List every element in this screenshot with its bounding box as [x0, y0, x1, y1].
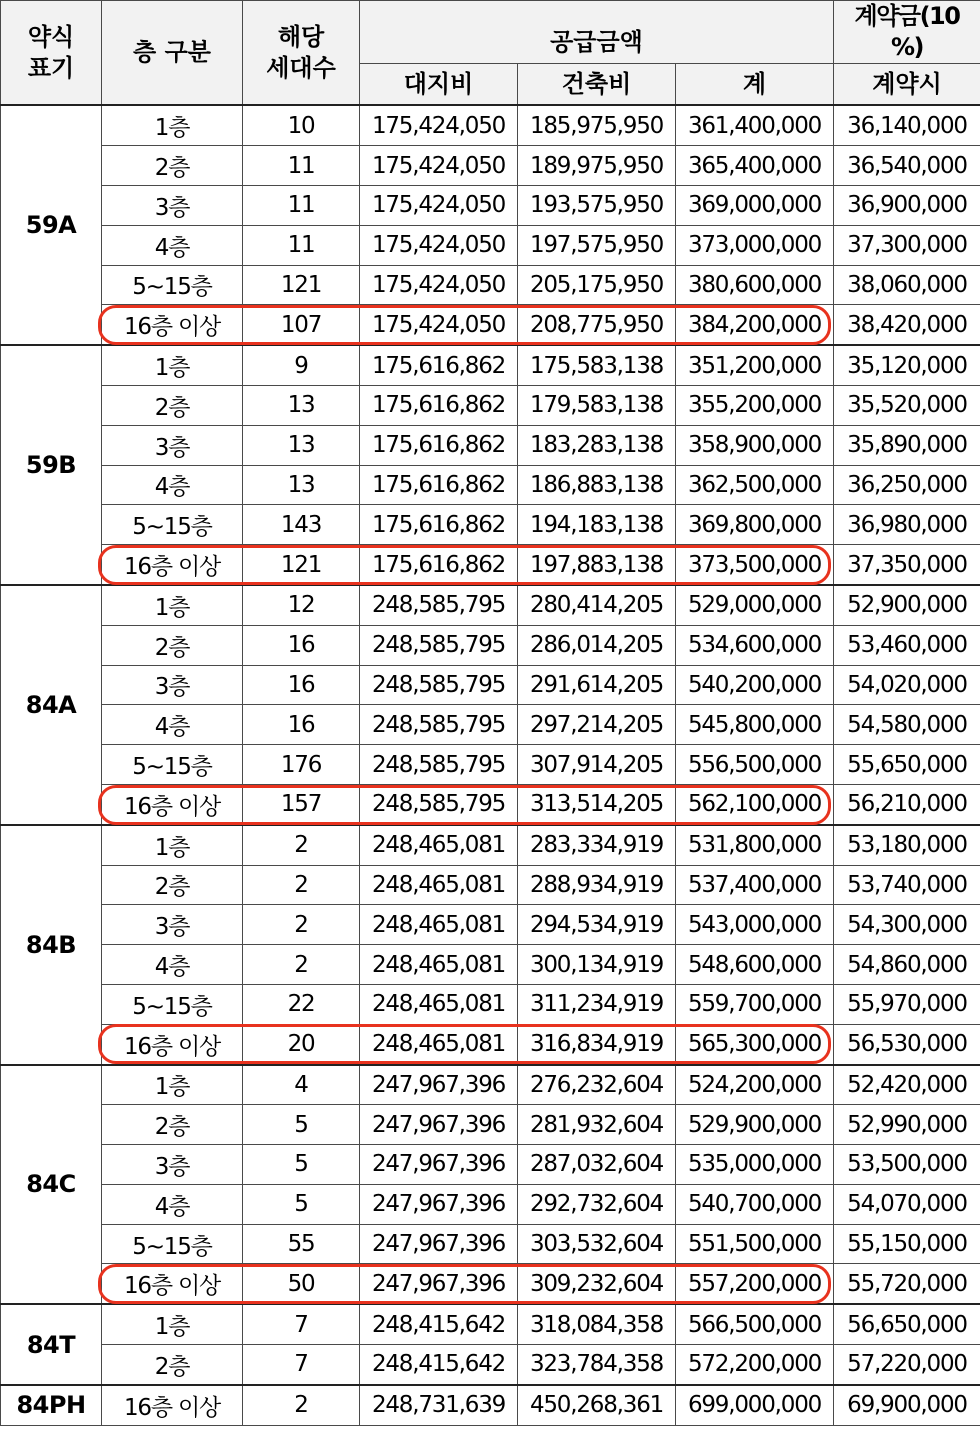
floor-cell: 16층 이상	[102, 545, 243, 585]
land-cost-cell: 175,616,862	[360, 505, 518, 545]
build-cost-cell: 185,975,950	[518, 105, 676, 145]
floor-cell: 1층	[102, 585, 243, 625]
land-cost-cell: 248,465,081	[360, 984, 518, 1024]
build-cost-cell: 197,883,138	[518, 545, 676, 585]
header-land	[360, 64, 518, 106]
floor-cell: 5~15층	[102, 505, 243, 545]
deposit-cell: 36,900,000	[834, 185, 980, 225]
header-type-label: 약식 표기	[27, 22, 75, 82]
deposit-cell: 53,740,000	[834, 865, 980, 905]
floor-cell: 4층	[102, 945, 243, 985]
header-build	[518, 64, 676, 106]
land-cost-cell: 247,967,396	[360, 1145, 518, 1185]
build-cost-cell: 297,214,205	[518, 705, 676, 745]
units-cell: 9	[243, 345, 360, 385]
table-row	[1, 1145, 980, 1185]
floor-cell: 1층	[102, 825, 243, 865]
floor-cell: 4층	[102, 705, 243, 745]
floor-cell: 16층 이상	[102, 784, 243, 824]
build-cost-cell: 450,268,361	[518, 1385, 676, 1425]
build-cost-cell: 281,932,604	[518, 1105, 676, 1145]
land-cost-cell: 247,967,396	[360, 1105, 518, 1145]
units-cell: 11	[243, 146, 360, 186]
total-cell: 699,000,000	[676, 1385, 834, 1425]
land-cost-cell: 175,424,050	[360, 105, 518, 145]
table-row	[1, 1304, 980, 1344]
floor-cell: 4층	[102, 1184, 243, 1224]
floor-cell: 2층	[102, 385, 243, 425]
header-deposit	[834, 1, 980, 64]
units-cell: 16	[243, 705, 360, 745]
units-cell: 4	[243, 1065, 360, 1105]
land-cost-cell: 175,424,050	[360, 305, 518, 345]
unit-type-cell: 84A	[1, 585, 102, 825]
table-row	[1, 545, 980, 585]
units-cell: 2	[243, 825, 360, 865]
build-cost-cell: 313,514,205	[518, 784, 676, 824]
header-supply-label: 공급금액	[550, 28, 643, 56]
floor-cell: 3층	[102, 665, 243, 705]
table-row	[1, 1105, 980, 1145]
floor-cell: 1층	[102, 345, 243, 385]
units-cell: 13	[243, 465, 360, 505]
floor-cell: 1층	[102, 1304, 243, 1344]
build-cost-cell: 318,084,358	[518, 1304, 676, 1344]
land-cost-cell: 175,616,862	[360, 465, 518, 505]
floor-cell: 16층 이상	[102, 1024, 243, 1064]
land-cost-cell: 248,465,081	[360, 1024, 518, 1064]
header-floor-label: 층 구분	[133, 38, 211, 67]
land-cost-cell: 248,585,795	[360, 625, 518, 665]
units-cell: 22	[243, 984, 360, 1024]
deposit-cell: 35,890,000	[834, 425, 980, 465]
total-cell: 557,200,000	[676, 1264, 834, 1304]
table-row	[1, 1224, 980, 1264]
units-cell: 10	[243, 105, 360, 145]
table-row	[1, 465, 980, 505]
total-cell: 534,600,000	[676, 625, 834, 665]
floor-cell: 5~15층	[102, 265, 243, 305]
unit-type-cell: 84T	[1, 1304, 102, 1385]
deposit-cell: 36,140,000	[834, 105, 980, 145]
header-units-label: 해당 세대수	[266, 22, 336, 82]
floor-cell: 4층	[102, 225, 243, 265]
table-body	[1, 105, 980, 1425]
header-supply	[360, 1, 834, 64]
table-row	[1, 945, 980, 985]
table-row	[1, 1385, 980, 1425]
build-cost-cell: 303,532,604	[518, 1224, 676, 1264]
total-cell: 556,500,000	[676, 745, 834, 785]
units-cell: 5	[243, 1184, 360, 1224]
table-row	[1, 905, 980, 945]
units-cell: 121	[243, 545, 360, 585]
total-cell: 351,200,000	[676, 345, 834, 385]
table-row	[1, 825, 980, 865]
land-cost-cell: 247,967,396	[360, 1184, 518, 1224]
floor-cell: 2층	[102, 1105, 243, 1145]
build-cost-cell: 294,534,919	[518, 905, 676, 945]
build-cost-cell: 276,232,604	[518, 1065, 676, 1105]
total-cell: 358,900,000	[676, 425, 834, 465]
deposit-cell: 53,180,000	[834, 825, 980, 865]
unit-type-cell: 59A	[1, 105, 102, 345]
table-row	[1, 625, 980, 665]
total-cell: 572,200,000	[676, 1345, 834, 1385]
build-cost-cell: 194,183,138	[518, 505, 676, 545]
header-contract-label: 계약시	[872, 69, 942, 98]
total-cell: 355,200,000	[676, 385, 834, 425]
floor-cell: 16층 이상	[102, 305, 243, 345]
land-cost-cell: 248,585,795	[360, 784, 518, 824]
total-cell: 566,500,000	[676, 1304, 834, 1344]
build-cost-cell: 205,175,950	[518, 265, 676, 305]
table-row	[1, 225, 980, 265]
table-row	[1, 665, 980, 705]
table-row	[1, 146, 980, 186]
table-row	[1, 1184, 980, 1224]
units-cell: 121	[243, 265, 360, 305]
total-cell: 529,900,000	[676, 1105, 834, 1145]
build-cost-cell: 280,414,205	[518, 585, 676, 625]
units-cell: 2	[243, 945, 360, 985]
header-units	[243, 1, 360, 106]
land-cost-cell: 175,424,050	[360, 265, 518, 305]
deposit-cell: 56,650,000	[834, 1304, 980, 1344]
land-cost-cell: 248,465,081	[360, 865, 518, 905]
total-cell: 540,200,000	[676, 665, 834, 705]
build-cost-cell: 311,234,919	[518, 984, 676, 1024]
deposit-cell: 54,860,000	[834, 945, 980, 985]
build-cost-cell: 291,614,205	[518, 665, 676, 705]
header-floor	[102, 1, 243, 106]
build-cost-cell: 189,975,950	[518, 146, 676, 186]
total-cell: 365,400,000	[676, 146, 834, 186]
land-cost-cell: 247,967,396	[360, 1264, 518, 1304]
build-cost-cell: 186,883,138	[518, 465, 676, 505]
build-cost-cell: 292,732,604	[518, 1184, 676, 1224]
total-cell: 373,000,000	[676, 225, 834, 265]
units-cell: 2	[243, 865, 360, 905]
deposit-cell: 55,150,000	[834, 1224, 980, 1264]
table-row	[1, 784, 980, 824]
table-row	[1, 1345, 980, 1385]
unit-type-cell: 84PH	[1, 1385, 102, 1425]
units-cell: 107	[243, 305, 360, 345]
deposit-cell: 52,420,000	[834, 1065, 980, 1105]
land-cost-cell: 175,616,862	[360, 425, 518, 465]
unit-type-cell: 84B	[1, 825, 102, 1065]
floor-cell: 2층	[102, 1345, 243, 1385]
total-cell: 362,500,000	[676, 465, 834, 505]
total-cell: 551,500,000	[676, 1224, 834, 1264]
total-cell: 531,800,000	[676, 825, 834, 865]
land-cost-cell: 247,967,396	[360, 1224, 518, 1264]
build-cost-cell: 208,775,950	[518, 305, 676, 345]
table-row	[1, 425, 980, 465]
land-cost-cell: 248,465,081	[360, 905, 518, 945]
total-cell: 543,000,000	[676, 905, 834, 945]
build-cost-cell: 287,032,604	[518, 1145, 676, 1185]
deposit-cell: 54,020,000	[834, 665, 980, 705]
build-cost-cell: 193,575,950	[518, 185, 676, 225]
build-cost-cell: 183,283,138	[518, 425, 676, 465]
build-cost-cell: 179,583,138	[518, 385, 676, 425]
land-cost-cell: 248,585,795	[360, 705, 518, 745]
units-cell: 5	[243, 1145, 360, 1185]
total-cell: 562,100,000	[676, 784, 834, 824]
build-cost-cell: 197,575,950	[518, 225, 676, 265]
table-row	[1, 984, 980, 1024]
unit-type-cell: 84C	[1, 1065, 102, 1305]
total-cell: 540,700,000	[676, 1184, 834, 1224]
units-cell: 50	[243, 1264, 360, 1304]
table-header	[1, 1, 980, 106]
header-build-label: 건축비	[561, 69, 632, 98]
table-row	[1, 345, 980, 385]
total-cell: 537,400,000	[676, 865, 834, 905]
floor-cell: 3층	[102, 905, 243, 945]
total-cell: 380,600,000	[676, 265, 834, 305]
deposit-cell: 56,210,000	[834, 784, 980, 824]
units-cell: 13	[243, 425, 360, 465]
land-cost-cell: 248,585,795	[360, 745, 518, 785]
land-cost-cell: 175,424,050	[360, 225, 518, 265]
units-cell: 11	[243, 225, 360, 265]
deposit-cell: 52,900,000	[834, 585, 980, 625]
table-row	[1, 385, 980, 425]
header-land-label: 대지비	[403, 69, 474, 98]
deposit-cell: 55,970,000	[834, 984, 980, 1024]
land-cost-cell: 247,967,396	[360, 1065, 518, 1105]
total-cell: 545,800,000	[676, 705, 834, 745]
table-row	[1, 105, 980, 145]
deposit-cell: 36,540,000	[834, 146, 980, 186]
units-cell: 11	[243, 185, 360, 225]
total-cell: 529,000,000	[676, 585, 834, 625]
deposit-cell: 53,500,000	[834, 1145, 980, 1185]
table-row	[1, 265, 980, 305]
total-cell: 524,200,000	[676, 1065, 834, 1105]
units-cell: 16	[243, 625, 360, 665]
land-cost-cell: 248,731,639	[360, 1385, 518, 1425]
total-cell: 559,700,000	[676, 984, 834, 1024]
floor-cell: 16층 이상	[102, 1385, 243, 1425]
table-row	[1, 1264, 980, 1304]
header-contract	[834, 64, 980, 106]
deposit-cell: 37,300,000	[834, 225, 980, 265]
table-row	[1, 1065, 980, 1105]
table-row	[1, 305, 980, 345]
land-cost-cell: 175,616,862	[360, 345, 518, 385]
deposit-cell: 55,720,000	[834, 1264, 980, 1304]
floor-cell: 4층	[102, 465, 243, 505]
header-type	[1, 1, 102, 106]
build-cost-cell: 316,834,919	[518, 1024, 676, 1064]
unit-type-cell: 59B	[1, 345, 102, 585]
total-cell: 373,500,000	[676, 545, 834, 585]
land-cost-cell: 248,585,795	[360, 585, 518, 625]
land-cost-cell: 175,424,050	[360, 185, 518, 225]
deposit-cell: 36,980,000	[834, 505, 980, 545]
units-cell: 5	[243, 1105, 360, 1145]
land-cost-cell: 175,616,862	[360, 545, 518, 585]
floor-cell: 1층	[102, 1065, 243, 1105]
units-cell: 157	[243, 784, 360, 824]
build-cost-cell: 283,334,919	[518, 825, 676, 865]
header-deposit-label: 계약금(10 %)	[854, 2, 960, 62]
deposit-cell: 36,250,000	[834, 465, 980, 505]
units-cell: 20	[243, 1024, 360, 1064]
deposit-cell: 55,650,000	[834, 745, 980, 785]
units-cell: 55	[243, 1224, 360, 1264]
build-cost-cell: 288,934,919	[518, 865, 676, 905]
table-row	[1, 505, 980, 545]
total-cell: 369,800,000	[676, 505, 834, 545]
deposit-cell: 53,460,000	[834, 625, 980, 665]
land-cost-cell: 175,424,050	[360, 146, 518, 186]
total-cell: 384,200,000	[676, 305, 834, 345]
floor-cell: 2층	[102, 146, 243, 186]
deposit-cell: 56,530,000	[834, 1024, 980, 1064]
land-cost-cell: 248,465,081	[360, 945, 518, 985]
units-cell: 176	[243, 745, 360, 785]
table-row	[1, 865, 980, 905]
build-cost-cell: 286,014,205	[518, 625, 676, 665]
deposit-cell: 54,300,000	[834, 905, 980, 945]
units-cell: 2	[243, 905, 360, 945]
land-cost-cell: 248,465,081	[360, 825, 518, 865]
deposit-cell: 52,990,000	[834, 1105, 980, 1145]
table-row	[1, 1024, 980, 1064]
units-cell: 143	[243, 505, 360, 545]
floor-cell: 5~15층	[102, 984, 243, 1024]
units-cell: 7	[243, 1345, 360, 1385]
total-cell: 548,600,000	[676, 945, 834, 985]
floor-cell: 5~15층	[102, 745, 243, 785]
total-cell: 535,000,000	[676, 1145, 834, 1185]
build-cost-cell: 309,232,604	[518, 1264, 676, 1304]
build-cost-cell: 300,134,919	[518, 945, 676, 985]
floor-cell: 3층	[102, 185, 243, 225]
deposit-cell: 54,070,000	[834, 1184, 980, 1224]
table-row	[1, 185, 980, 225]
floor-cell: 3층	[102, 425, 243, 465]
build-cost-cell: 307,914,205	[518, 745, 676, 785]
floor-cell: 16층 이상	[102, 1264, 243, 1304]
deposit-cell: 57,220,000	[834, 1345, 980, 1385]
build-cost-cell: 175,583,138	[518, 345, 676, 385]
header-total-label: 계	[742, 69, 767, 98]
total-cell: 565,300,000	[676, 1024, 834, 1064]
land-cost-cell: 248,415,642	[360, 1304, 518, 1344]
units-cell: 16	[243, 665, 360, 705]
deposit-cell: 54,580,000	[834, 705, 980, 745]
table-row	[1, 745, 980, 785]
land-cost-cell: 175,616,862	[360, 385, 518, 425]
table-row	[1, 585, 980, 625]
floor-cell: 2층	[102, 865, 243, 905]
land-cost-cell: 248,415,642	[360, 1345, 518, 1385]
table-row	[1, 705, 980, 745]
deposit-cell: 38,060,000	[834, 265, 980, 305]
land-cost-cell: 248,585,795	[360, 665, 518, 705]
total-cell: 361,400,000	[676, 105, 834, 145]
floor-cell: 1층	[102, 105, 243, 145]
deposit-cell: 69,900,000	[834, 1385, 980, 1425]
deposit-cell: 38,420,000	[834, 305, 980, 345]
deposit-cell: 35,120,000	[834, 345, 980, 385]
floor-cell: 5~15층	[102, 1224, 243, 1264]
floor-cell: 2층	[102, 625, 243, 665]
header-total	[676, 64, 834, 106]
build-cost-cell: 323,784,358	[518, 1345, 676, 1385]
units-cell: 2	[243, 1385, 360, 1425]
deposit-cell: 35,520,000	[834, 385, 980, 425]
floor-cell: 3층	[102, 1145, 243, 1185]
total-cell: 369,000,000	[676, 185, 834, 225]
units-cell: 7	[243, 1304, 360, 1344]
units-cell: 12	[243, 585, 360, 625]
units-cell: 13	[243, 385, 360, 425]
deposit-cell: 37,350,000	[834, 545, 980, 585]
